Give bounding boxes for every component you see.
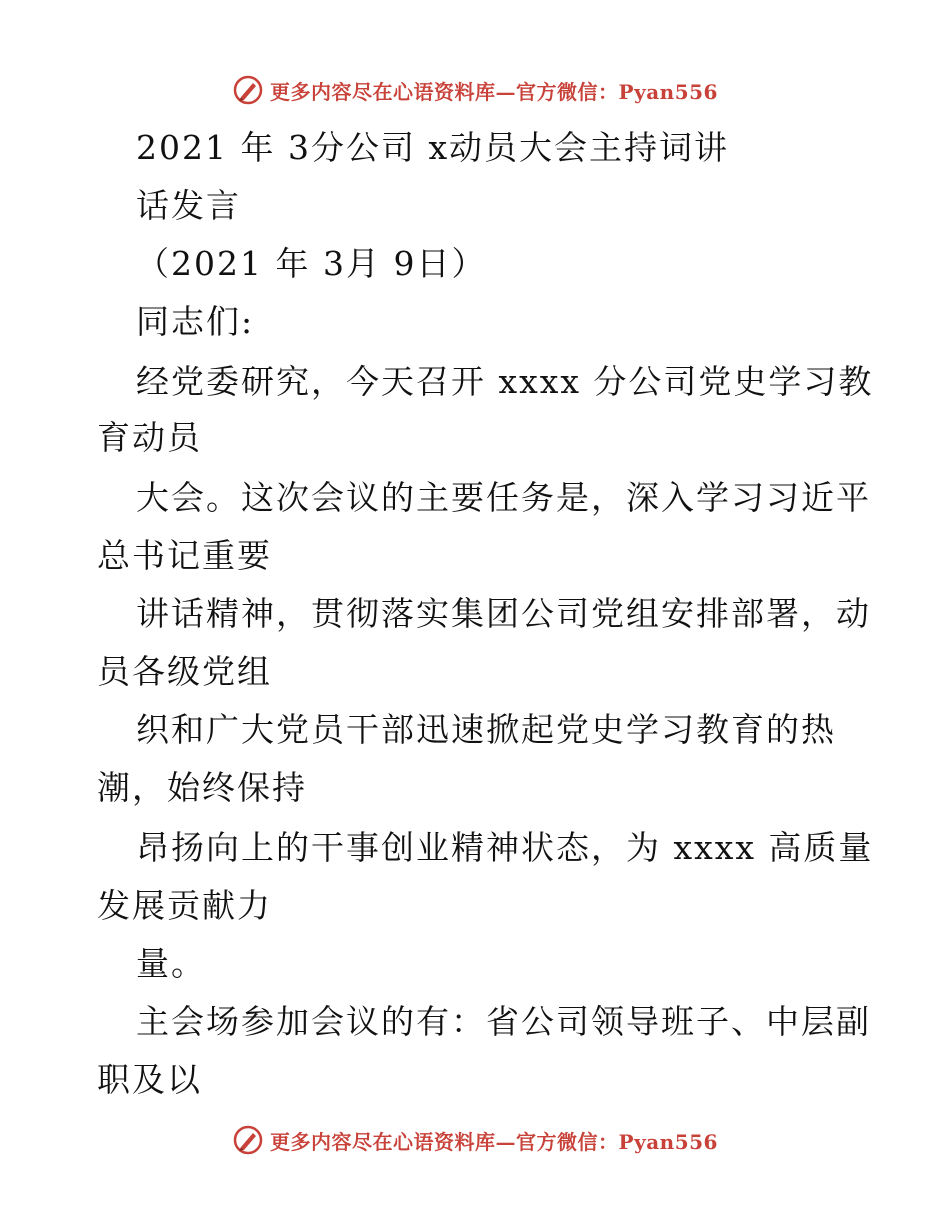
footer-watermark — [0, 1120, 950, 1160]
title-line-1: 2021 年 3分公司 x动员大会主持词讲 — [136, 128, 730, 167]
date-line: （2021 年 3月 9日） — [136, 244, 487, 283]
pen-logo-icon — [232, 74, 264, 106]
body-line: 织和广大党员干部迅速掀起党史学习教育的热 — [136, 710, 836, 749]
body-line: 发展贡献力 — [97, 886, 272, 925]
body-line: 讲话精神，贯彻落实集团公司党组安排部署，动 — [136, 594, 871, 633]
body-line: 量。 — [136, 944, 206, 983]
title-line-2: 话发言 — [136, 186, 241, 225]
watermark-text: 更多内容尽在心语资料库—官方微信：Pyan556 — [270, 1129, 718, 1154]
body-line: 总书记重要 — [97, 536, 272, 575]
body-line: 大会。这次会议的主要任务是，深入学习习近平 — [136, 478, 871, 517]
body-line: 育动员 — [97, 418, 202, 457]
body-line: 职及以 — [97, 1060, 202, 1099]
body-line: 潮，始终保持 — [97, 768, 307, 807]
pen-logo-icon — [232, 1124, 264, 1156]
body-line: 昂扬向上的干事创业精神状态，为 xxxx 高质量 — [136, 828, 874, 867]
body-line: 经党委研究，今天召开 xxxx 分公司党史学习教 — [136, 362, 874, 401]
header-watermark — [0, 70, 950, 110]
body-line: 员各级党组 — [97, 652, 272, 691]
salutation: 同志们: — [136, 302, 255, 341]
watermark-text: 更多内容尽在心语资料库—官方微信：Pyan556 — [270, 79, 718, 104]
body-line: 主会场参加会议的有：省公司领导班子、中层副 — [136, 1002, 871, 1041]
